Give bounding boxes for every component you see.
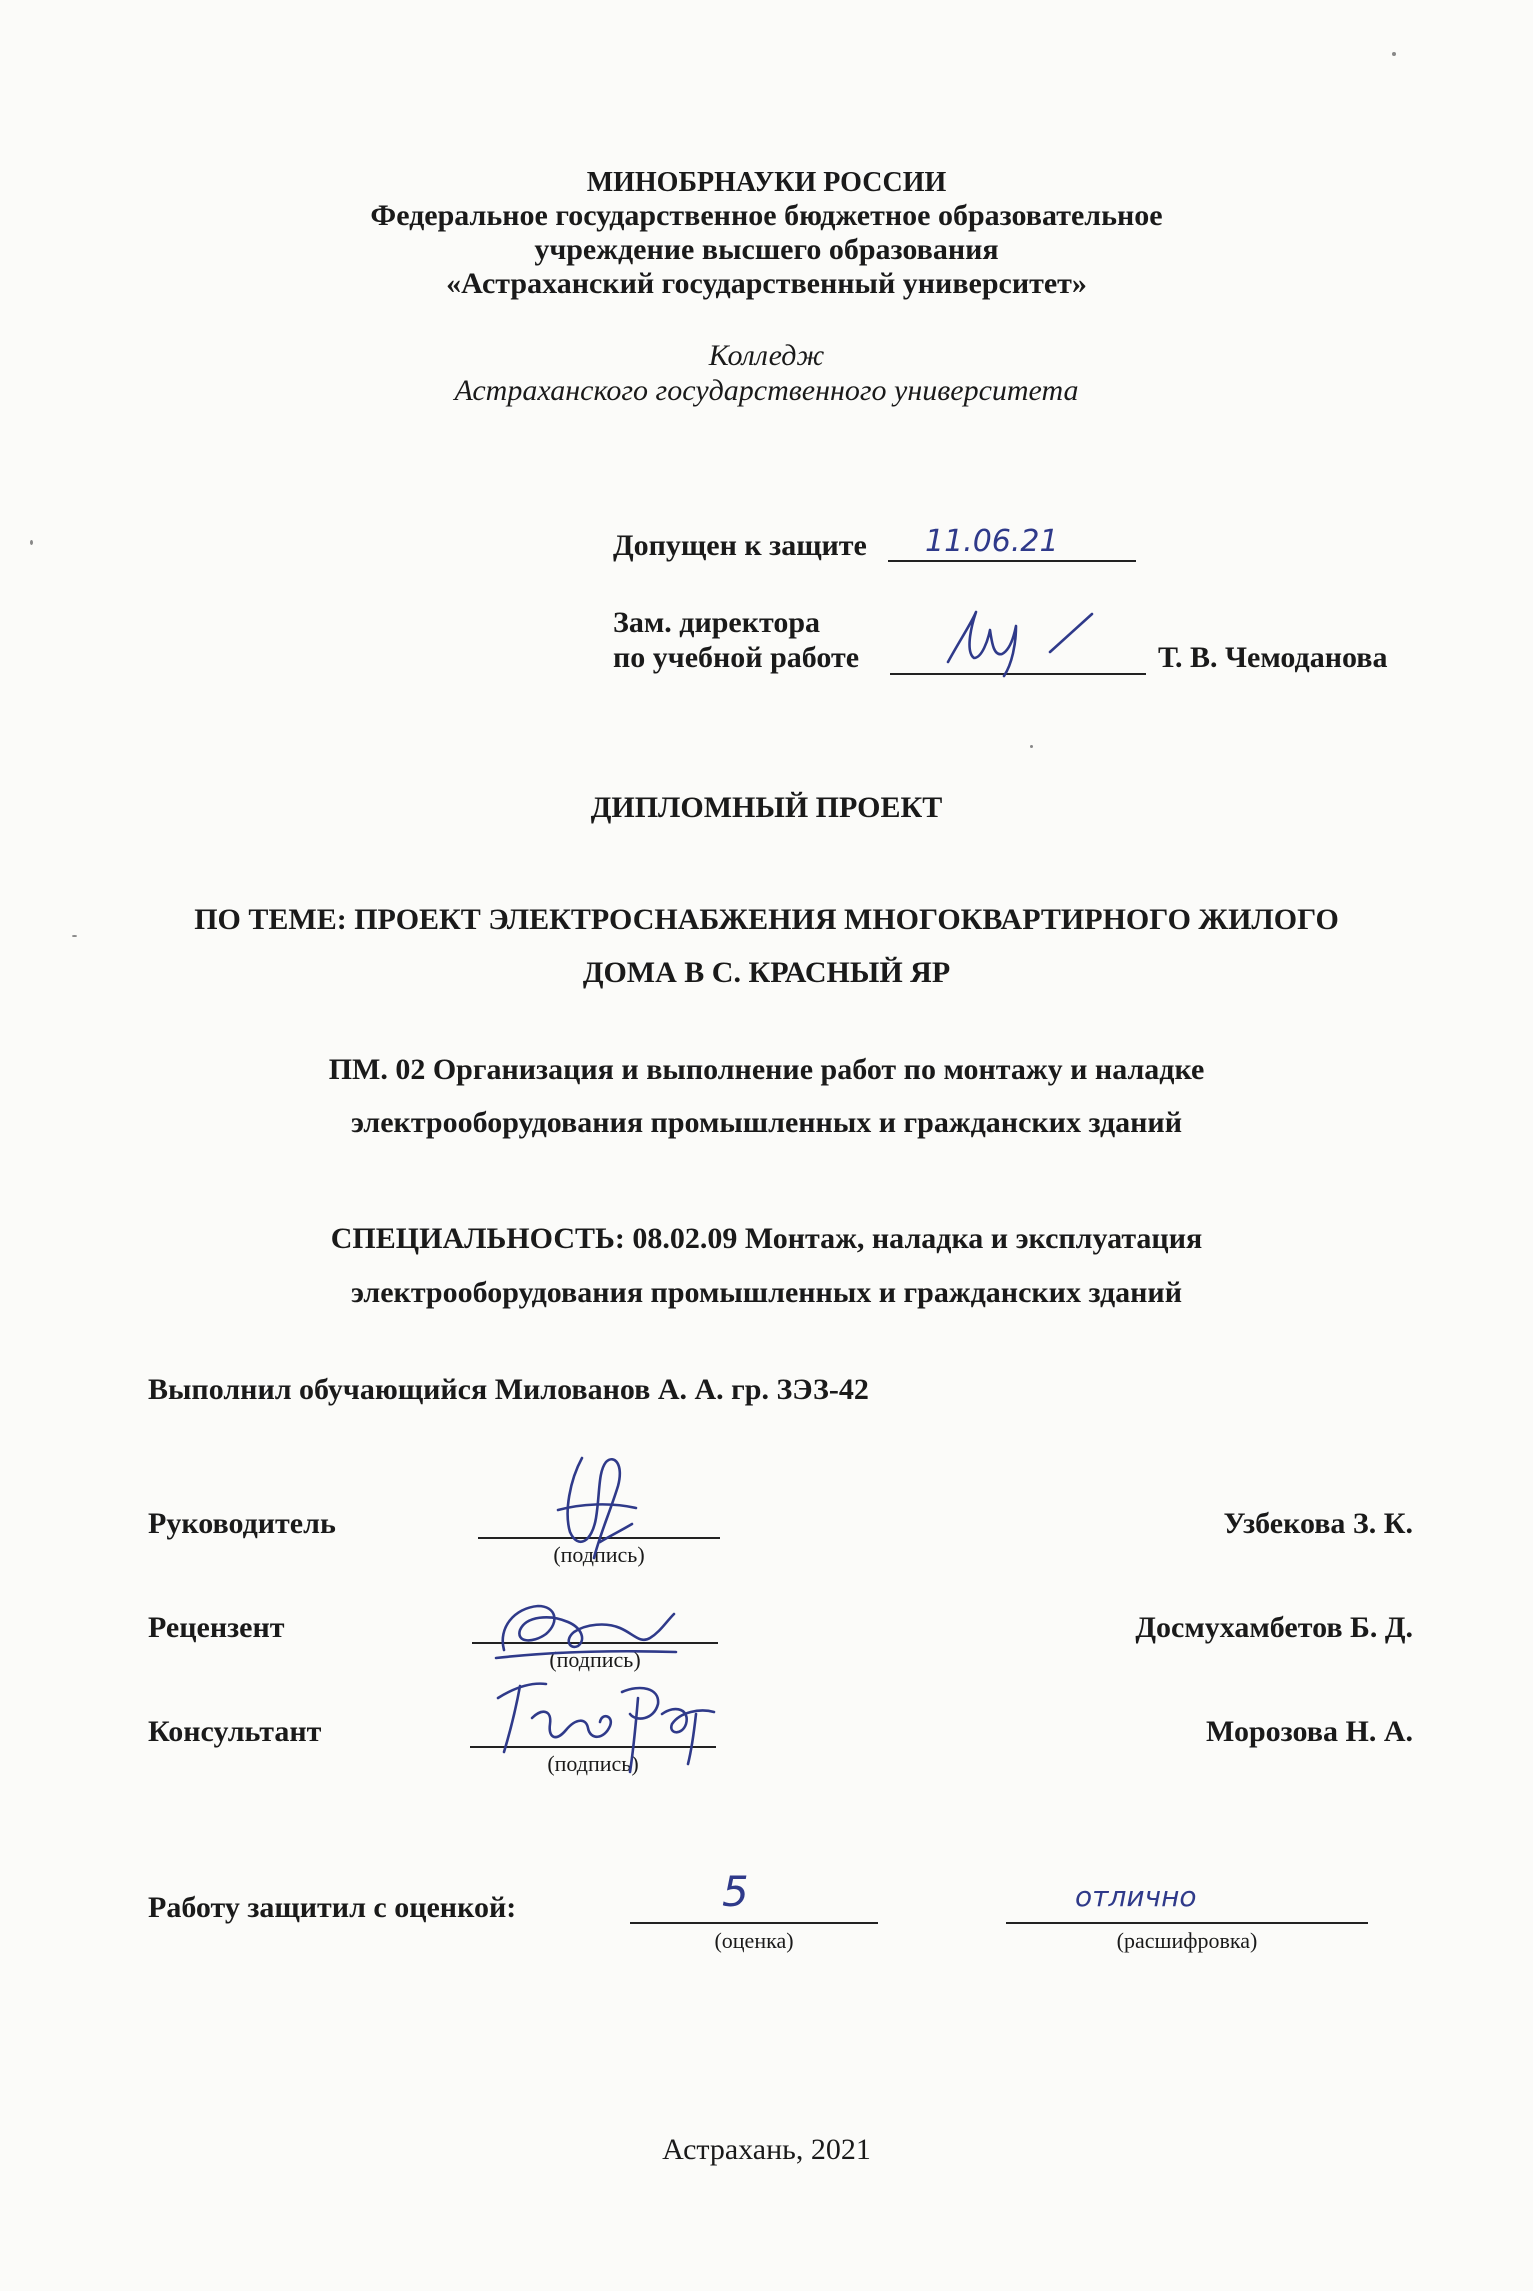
deputy-title-line-2: по учебной работе bbox=[613, 641, 860, 674]
supervisor-signature bbox=[540, 1450, 660, 1565]
grade-caption: (оценка) bbox=[714, 1928, 794, 1953]
reviewer-role: Рецензент bbox=[148, 1611, 285, 1644]
consultant-role: Консультант bbox=[148, 1715, 322, 1748]
scan-speck bbox=[30, 540, 33, 545]
module-line-2: электрооборудования промышленных и гражданских зданий bbox=[350, 1106, 1183, 1139]
admitted-date-line bbox=[888, 560, 1136, 562]
grade-text: отлично bbox=[1075, 1880, 1197, 1913]
grade-text-caption: (расшифровка) bbox=[1116, 1928, 1258, 1953]
college-line-1: Колледж bbox=[708, 339, 825, 372]
grade-line bbox=[630, 1922, 878, 1924]
reviewer-name: Досмухамбетов Б. Д. bbox=[1135, 1611, 1413, 1644]
deputy-name: Т. В. Чемоданова bbox=[1158, 641, 1388, 674]
institution-line-1: Федеральное государственное бюджетное образовательное bbox=[370, 199, 1163, 232]
consultant-signature-caption: (подпись) bbox=[547, 1751, 639, 1776]
specialty-line-2: электрооборудования промышленных и гражданских зданий bbox=[350, 1276, 1183, 1309]
module-line-1: ПМ. 02 Организация и выполнение работ по монтажу и наладке bbox=[328, 1053, 1205, 1086]
reviewer-signature-caption: (подпись) bbox=[549, 1647, 641, 1672]
scan-speck bbox=[1392, 52, 1396, 56]
consultant-signature bbox=[490, 1668, 730, 1778]
document-title: ДИПЛОМНЫЙ ПРОЕКТ bbox=[590, 791, 943, 824]
consultant-name: Морозова Н. А. bbox=[1206, 1715, 1413, 1748]
admitted-label: Допущен к защите bbox=[613, 529, 867, 562]
scan-speck bbox=[1030, 745, 1033, 748]
institution-line-2: учреждение высшего образования bbox=[534, 233, 999, 266]
grade-text-line bbox=[1006, 1922, 1368, 1924]
city-year: Астрахань, 2021 bbox=[662, 2133, 871, 2166]
topic-line-2: ДОМА В С. КРАСНЫЙ ЯР bbox=[582, 956, 951, 989]
deputy-title-line-1: Зам. директора bbox=[613, 606, 821, 639]
ministry-name: МИНОБРНАУКИ РОССИИ bbox=[586, 167, 947, 198]
supervisor-name: Узбекова З. К. bbox=[1223, 1507, 1413, 1540]
supervisor-signature-caption: (подпись) bbox=[553, 1542, 645, 1567]
topic-line-1: ПО ТЕМЕ: ПРОЕКТ ЭЛЕКТРОСНАБЖЕНИЯ МНОГОКВАРТИРНОГО ЖИЛОГО bbox=[194, 903, 1339, 936]
specialty-line-1: СПЕЦИАЛЬНОСТЬ: 08.02.09 Монтаж, наладка и эксплуатация bbox=[330, 1222, 1203, 1255]
supervisor-role: Руководитель bbox=[148, 1507, 336, 1540]
grade-value: 5 bbox=[722, 1867, 749, 1916]
reviewer-signature bbox=[490, 1592, 690, 1672]
college-line-2: Астраханского государственного университета bbox=[454, 374, 1079, 407]
deputy-signature bbox=[940, 600, 1140, 680]
defense-label: Работу защитил с оценкой: bbox=[148, 1891, 517, 1924]
admitted-date: 11.06.21 bbox=[925, 524, 1059, 559]
performer-line: Выполнил обучающийся Милованов А. А. гр. ЗЭЗ-42 bbox=[148, 1373, 869, 1406]
university-name: «Астраханский государственный университет» bbox=[446, 267, 1087, 300]
